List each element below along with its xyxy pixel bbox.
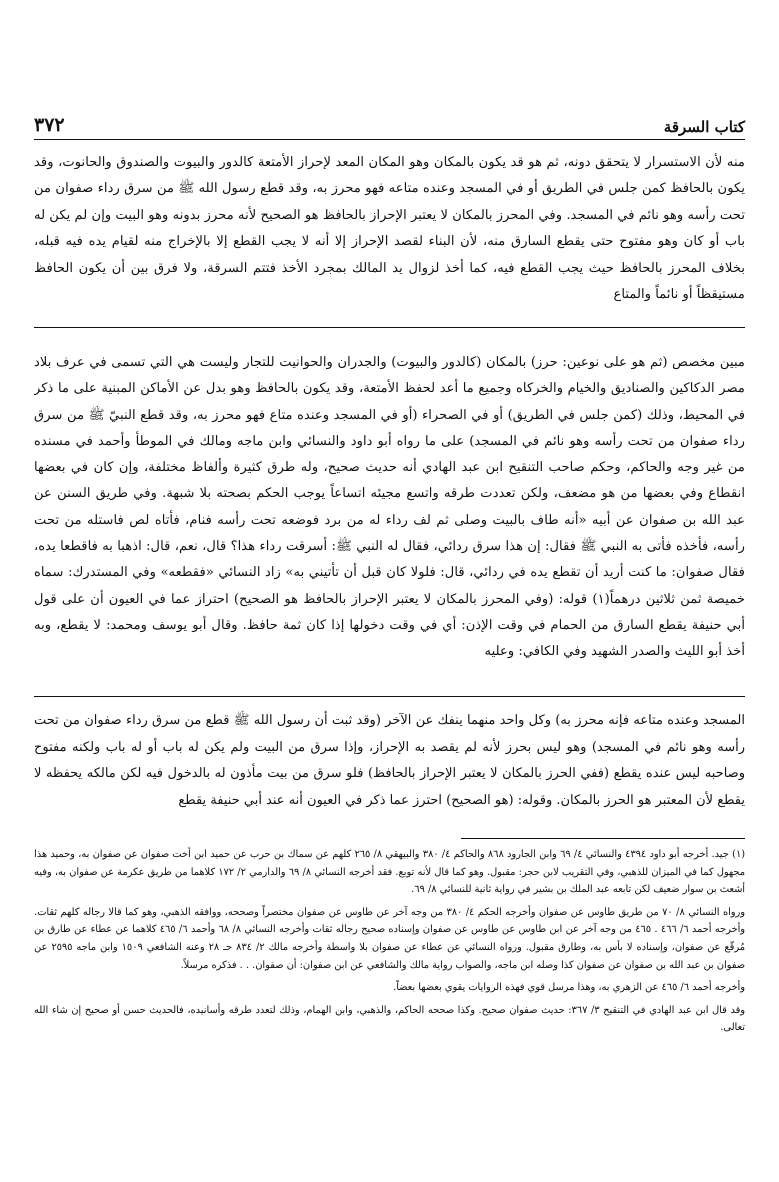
footnote-item: وأخرجه أحمد ٦/ ٤٦٥ عن الزهري به، وهذا مرسل قوي فهذه الروايات يقوي بعضها بعضاً. xyxy=(393,982,745,994)
main-text-paragraph: منه لأن الاستسرار لا يتحقق دونه، ثم هو قد يكون بالمكان وهو المكان المعد لإحراز الأمتعة كالدور والبيوت والصندوق والحانوت، وقد يكون بالحافظ كمن جلس في الطريق أو في المسجد وعنده متاعه فهو محرز به، وقد قطع رسول الله ﷺ من سرق رداء صفوان من تحت رأسه وهو نائم في المسجد. وفي المحرز بالمكان لا يعتبر الإحراز بالحافظ هو الصحيح لأنه محرز بدونه وهو البيت وإن لم يكن له باب أو كان وهو مفتوح حتى يقطع السارق منه، لأن البناء لقصد الإحراز إلا أنه لا يجب القطع إلا بالإخراج منه لقيام يده فيه قبله، بخلاف المحرز بالحافظ حيث يجب القطع فيه، كما أخذ لزوال يد المالك بمجرد الأخذ فتتم السرقة، ولا فرق بين أن يكون الحافظ مستيقظاً أو نائماً والمتاع xyxy=(34,155,745,303)
footnote-divider xyxy=(461,838,745,839)
book-page xyxy=(34,0,745,1182)
commentary-block xyxy=(34,350,745,690)
header-divider xyxy=(34,139,745,140)
chapter-title: كتاب السرقة xyxy=(663,118,745,136)
footnote-item: (١) جيد. أخرجه أبو داود ٤٣٩٤ والنسائي ٤/ ٦٩ وابن الجارود ٨٦٨ والحاكم ٤/ ٣٨٠ والبيهقي ٨/ ٢٦٥ كلهم عن سماك بن حرب عن حميد ابن أخت صفوان عن صفوان به، وحميد هذا مجهول كما في الميزان للذهبي، وفي التقريب لابن حجر: مقبول. وهو كما قال لأنه توبع. فقد أخرجه النسائي ٨/ ٦٩ والدارمي ٢/ ١٧٢ كلاهما من طريق عكرمة عن صفوان به، وفيه أشعث بن سوار ضعيف لكن تابعه عبد الملك بن بشير في رواية ثانية للنسائي ٨/ ٦٩. xyxy=(34,849,745,896)
section-divider xyxy=(34,696,745,697)
inaya-paragraph: المسجد وعنده متاعه فإنه محرز به) وكل واحد منهما ينفك عن الآخر (وقد ثبت أن رسول الله ﷺ قطع من سرق رداء صفوان من تحت رأسه وهو نائم في المسجد) وهو ليس بحرز لأنه لم يقصد به الإحراز، وإذا سرق من البيت ولم يكن له باب أو له باب ولكنه مفتوح وصاحبه ليس عنده يقطع (ففي الحرز بالمكان لا يعتبر الإحراز بالحافظ) فلو سرق من بيت مأذون له بالدخول فيه لكن مالكه يحفظه لا يقطع لأن المعتبر هو الحرز بالمكان. وقوله: (هو الصحيح) احترز عما ذكر في العيون أنه عند أبي حنيفة يقطع xyxy=(34,713,745,808)
page-number: ٣٧٢ xyxy=(34,114,65,136)
footnotes-block xyxy=(34,846,745,1146)
main-text-block xyxy=(34,150,745,310)
inaya-commentary-block xyxy=(34,708,745,820)
footnote-item: ورواه النسائي ٨/ ٧٠ من طريق طاوس عن صفوان وأخرجه الحكم ٤/ ٣٨٠ من وجه آخر عن طاوس عن صفوان مختصراً وصححه، ووافقه الذهبي، وهو كما قالا رجاله كلهم ثقات. وأخرجه أحمد ٦/ ٤٦٦ . ٤٦٥ من وجه آخر عن ابن طاوس عن طاوس عن صفوان وإسناده صحيح رجاله ثقات وأخرجه النسائي ٨/ ٦٨ وأحمد ٦/ ٤٦٥ كلاهما عن عطاء عن طارق بن مُرقّع عن صفوان، وإسناده لا بأس به، وطارق مقبول. ورواه النسائي عن عطاء عن صفوان بلا واسطة وأخرجه مالك ٢/ ٨٣٤ حـ ٢٨ وعنه الشافعي ١٥٠٩ وابن ماجه ٢٥٩٥ عن صفوان بن عبد الله بن صفوان عن صفوان كذا وصله ابن ماجه، والصواب رواية مالك والشافعي عن ابن صفوان: أن صفوان. . . فذكره مرسلاً. xyxy=(34,906,745,971)
commentary-paragraph: مبين مخصص (ثم هو على نوعين: حرز) بالمكان (كالدور والبيوت) والجدران والحوانيت للتجار وليست هي التي تسمى في عرف بلاد مصر الدكاكين والصناديق والخيام والخركاه وجميع ما أعد لحفظ الأمتعة، وقد يكون بالحافظ وهو بدل عن الأماكن المبنية على ما ذكر في المحيط، وذلك (كمن جلس في الطريق) أو في الصحراء (أو في المسجد وعنده متاع فهو محرز به، وقد قطع النبيّ ﷺ من سرق رداء صفوان من تحت رأسه وهو نائم في المسجد) على ما رواه أبو داود والنسائي وابن ماجه ومالك في الموطأ وأحمد في مسنده من غير وجه والحاكم، وحكم صاحب التنقيح ابن عبد الهادي أنه حديث صحيح، وله طرق كثيرة وألفاظ مختلفة، وإن كان في بعضها انقطاع وفي بعضها من هو مضعف، ولكن تعددت طرقه واتسع مجيئه اتساعاً يوجب الحكم بصحته بلا شبهة. وفي طريق السنن عن عبد الله بن صفوان عن أبيه «أنه طاف بالبيت وصلى ثم لف رداء له من برد فوضعه تحت رأسه فنام، فأتاه لص فاستله من تحت رأسه، فأخذه فأتى به النبي ﷺ فقال: إن هذا سرق ردائي، فقال له النبي ﷺ: أسرقت رداء هذا؟ قال، نعم، قال: اذهبا به فاقطعا يده، فقال صفوان: ما كنت أريد أن تقطع يده في ردائي، قال: فلولا كان قبل أن تأتيني به» زاد النسائي «فقطعه» وفي المستدرك: سماه خميصة ثمن ثلاثين درهماً(١) قوله: (وفي المحرز بالمكان لا يعتبر الإحراز بالحافظ هو الصحيح) احتراز عما في العيون أن على قول أبي حنيفة يقطع السارق من الحمام في وقت الإذن: أي في وقت دخولها إذا كان ثمة حافظ. وقال أبو يوسف ومحمد: لا يقطع، وبه أخذ أبو الليث والصدر الشهيد وفي الكافي: وعليه xyxy=(34,355,745,660)
running-header xyxy=(34,112,745,136)
footnote-item: وقد قال ابن عبد الهادي في التنقيح ٣/ ٣٦٧: حديث صفوان صحيح. وكذا صححه الحاكم، والذهبي، وابن الهمام، وذلك لتعدد طرقه وأسانيده، فالحديث حسن أو صحيح إن شاء الله تعالى. xyxy=(34,1004,745,1034)
section-divider xyxy=(34,327,745,328)
